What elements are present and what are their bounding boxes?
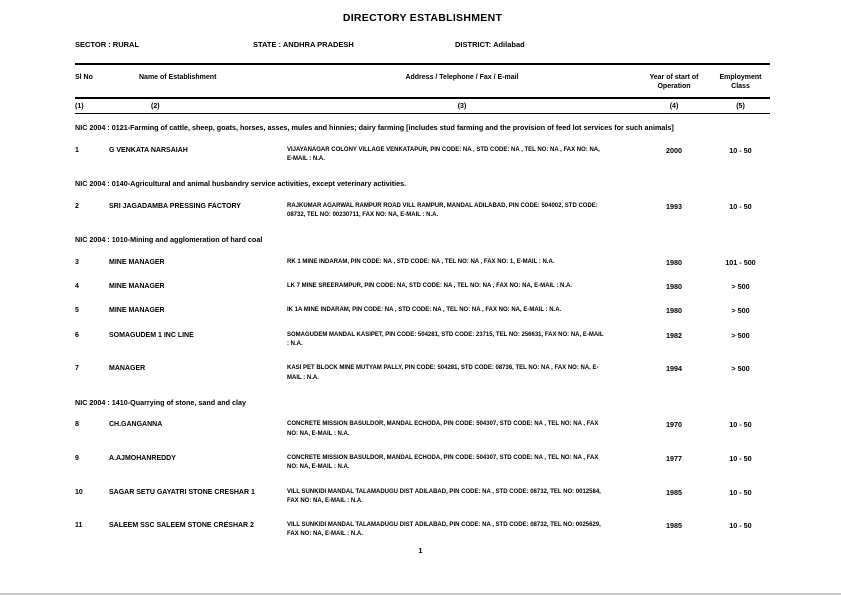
- nic-section-heading: NIC 2004 : 0140-Agricultural and animal husbandry service activities, except veterinary activities.: [75, 179, 407, 189]
- row-address: VILL SUNKIDI MANDAL TALAMADUGU DIST ADILABAD, PIN CODE: NA , STD CODE: 08732, TEL NO: 0012584, FAX NO: NA, E-MAIL : N.A.: [287, 488, 601, 504]
- column-number-2: (2): [151, 103, 160, 111]
- nic-section-heading: NIC 2004 : 0121-Farming of cattle, sheep, goats, horses, asses, mules and hinnies; dairy farming [includes stud farming and the provision of feed lot services for such animals]: [75, 123, 674, 133]
- row-employment-class: 10 - 50: [729, 453, 752, 463]
- state-field: [253, 40, 455, 49]
- nic-section-rows: [75, 258, 770, 383]
- table-row: [75, 282, 770, 291]
- row-establishment-name: SAGAR SETU GAYATRI STONE CRESHAR 1: [109, 488, 255, 496]
- table-row: [75, 488, 770, 507]
- row-slno: 4: [75, 283, 79, 291]
- page-number: 1: [418, 546, 423, 555]
- page-title: DIRECTORY ESTABLISHMENT: [342, 12, 503, 24]
- nic-section: [75, 235, 770, 383]
- nic-section: [75, 179, 770, 220]
- sector-label: SECTOR :: [75, 40, 111, 49]
- table-row: [75, 454, 770, 473]
- nic-section: [75, 123, 770, 164]
- column-header-address: Address / Telephone / Fax / E-mail: [405, 74, 519, 81]
- row-establishment-name: SRI JAGADAMBA PRESSING FACTORY: [109, 202, 241, 210]
- table-row: [75, 331, 770, 350]
- table-row: [75, 258, 770, 267]
- district-field: [455, 40, 525, 49]
- row-establishment-name: G VENKATA NARSAIAH: [109, 146, 188, 154]
- row-employment-class: 10 - 50: [729, 487, 752, 497]
- row-establishment-name: A.AJMOHANREDDY: [109, 454, 176, 462]
- nic-section-rows: [75, 202, 770, 221]
- row-year-of-start: 1970: [666, 420, 682, 430]
- row-establishment-name: MANAGER: [109, 365, 146, 373]
- table-row: [75, 364, 770, 383]
- row-slno: 9: [75, 454, 79, 462]
- column-number-row: [75, 99, 770, 114]
- nic-section-heading: NIC 2004 : 1410-Quarrying of stone, sand and clay: [75, 397, 246, 407]
- table-row: [75, 420, 770, 439]
- nic-section-rows: [75, 146, 770, 165]
- row-slno: 3: [75, 258, 79, 266]
- row-employment-class: 10 - 50: [729, 521, 752, 531]
- row-employment-class: > 500: [731, 330, 750, 340]
- row-slno: 2: [75, 202, 79, 210]
- row-year-of-start: 1985: [666, 487, 682, 497]
- row-slno: 8: [75, 421, 79, 429]
- row-year-of-start: 1980: [666, 257, 682, 267]
- row-year-of-start: 2000: [666, 145, 682, 155]
- row-address: VIJAYANAGAR COLONY VILLAGE VENKATAPUR, PIN CODE: NA , STD CODE: NA , TEL NO: NA , FAX NO: NA, E-MAIL : N.A.: [287, 146, 600, 162]
- table-header-row: [75, 65, 770, 99]
- row-establishment-name: SOMAGUDEM 1 INC LINE: [109, 331, 194, 339]
- row-employment-class: > 500: [731, 282, 750, 292]
- row-address: LK 7 MINE SREERAMPUR, PIN CODE: NA, STD CODE: NA , TEL NO: NA , FAX NO: NA, E-MAIL : N.A.: [287, 283, 573, 290]
- row-slno: 1: [75, 146, 79, 154]
- row-address: KASI PET BLOCK MINE MUTYAM PALLY, PIN CODE: 504281, STD CODE: 08736, TEL NO: NA , FAX NO: NA, E-MAIL : N.A.: [287, 365, 599, 381]
- row-address: RAJKUMAR AGARWAL RAMPUR ROAD VILL RAMPUR, MANDAL ADILABAD, PIN CODE: 504002, STD CODE: 08732, TEL NO: 00230711, FAX NO: NA, E-MAIL : N.A.: [287, 202, 598, 218]
- row-slno: 10: [75, 488, 83, 496]
- column-header-employment: Employment Class: [719, 74, 762, 91]
- row-employment-class: > 500: [731, 364, 750, 374]
- sector-value: RURAL: [112, 40, 140, 49]
- table-row: [75, 521, 770, 540]
- table-row: [75, 306, 770, 315]
- row-address: VILL SUNKIDI MANDAL TALAMADUGU DIST ADILABAD, PIN CODE: NA , STD CODE: 08732, TEL NO: 0025629, FAX NO: NA, E-MAIL : N.A.: [287, 522, 601, 538]
- row-address: SOMAGUDEM MANDAL KASIPET, PIN CODE: 504281, STD CODE: 23715, TEL NO: 256631, FAX NO: NA, E-MAIL : N.A.: [287, 331, 604, 348]
- row-address: CONCRETE MISSION BASULDOR, MANDAL ECHODA, PIN CODE: 504307, STD CODE: NA , TEL NO: NA , FAX NO: NA, E-MAIL : N.A.: [287, 421, 599, 437]
- row-establishment-name: MINE MANAGER: [109, 307, 165, 315]
- nic-section-rows: [75, 420, 770, 539]
- column-header-year: Year of start of Operation: [649, 74, 699, 91]
- establishment-sections: [75, 123, 770, 540]
- column-number-1: (1): [75, 103, 84, 111]
- row-employment-class: 10 - 50: [729, 145, 752, 155]
- row-year-of-start: 1980: [666, 282, 682, 292]
- row-slno: 5: [75, 307, 79, 315]
- row-establishment-name: CH.GANGANNA: [109, 421, 163, 429]
- row-year-of-start: 1980: [666, 306, 682, 316]
- row-year-of-start: 1982: [666, 330, 682, 340]
- row-slno: 11: [75, 522, 83, 530]
- district-label: DISTRICT:: [455, 40, 492, 49]
- column-header-name: Name of Establishment: [139, 74, 217, 81]
- nic-section-heading: NIC 2004 : 1010-Mining and agglomeration of hard coal: [75, 235, 263, 245]
- nic-section: [75, 398, 770, 540]
- row-employment-class: 101 - 500: [725, 257, 756, 267]
- state-value: ANDHRA PRADESH: [282, 40, 354, 49]
- row-establishment-name: MINE MANAGER: [109, 283, 165, 291]
- column-number-5: (5): [736, 103, 745, 111]
- state-label: STATE :: [253, 40, 282, 49]
- row-year-of-start: 1977: [666, 453, 682, 463]
- row-address: IK 1A MINE INDARAM, PIN CODE: NA , STD CODE: NA , TEL NO: NA , FAX NO: NA, E-MAIL : N.A.: [287, 307, 562, 314]
- row-year-of-start: 1993: [666, 201, 682, 211]
- row-address: CONCRETE MISSION BASULDOR, MANDAL ECHODA, PIN CODE: 504307, STD CODE: NA , TEL NO: NA , FAX NO: NA, E-MAIL : N.A.: [287, 454, 599, 471]
- row-employment-class: 10 - 50: [729, 420, 752, 430]
- column-header-slno: Sl No: [75, 74, 93, 81]
- row-slno: 6: [75, 331, 79, 339]
- row-year-of-start: 1994: [666, 364, 682, 374]
- sector-field: [75, 40, 253, 49]
- row-establishment-name: MINE MANAGER: [109, 258, 165, 266]
- row-slno: 7: [75, 365, 79, 373]
- row-establishment-name: SALEEM SSC SALEEM STONE CRESHAR 2: [109, 522, 254, 530]
- table-row: [75, 146, 770, 165]
- row-employment-class: > 500: [731, 306, 750, 316]
- column-number-4: (4): [669, 103, 679, 111]
- row-year-of-start: 1985: [666, 521, 682, 531]
- column-number-3: (3): [457, 103, 467, 111]
- row-address: RK 1 MINE INDARAM, PIN CODE: NA , STD CODE: NA , TEL NO: NA , FAX NO: 1, E-MAIL : N.A.: [287, 258, 555, 265]
- row-employment-class: 10 - 50: [729, 201, 752, 211]
- table-row: [75, 202, 770, 221]
- district-value: Adilabad: [493, 40, 525, 49]
- document-meta-row: [75, 40, 770, 65]
